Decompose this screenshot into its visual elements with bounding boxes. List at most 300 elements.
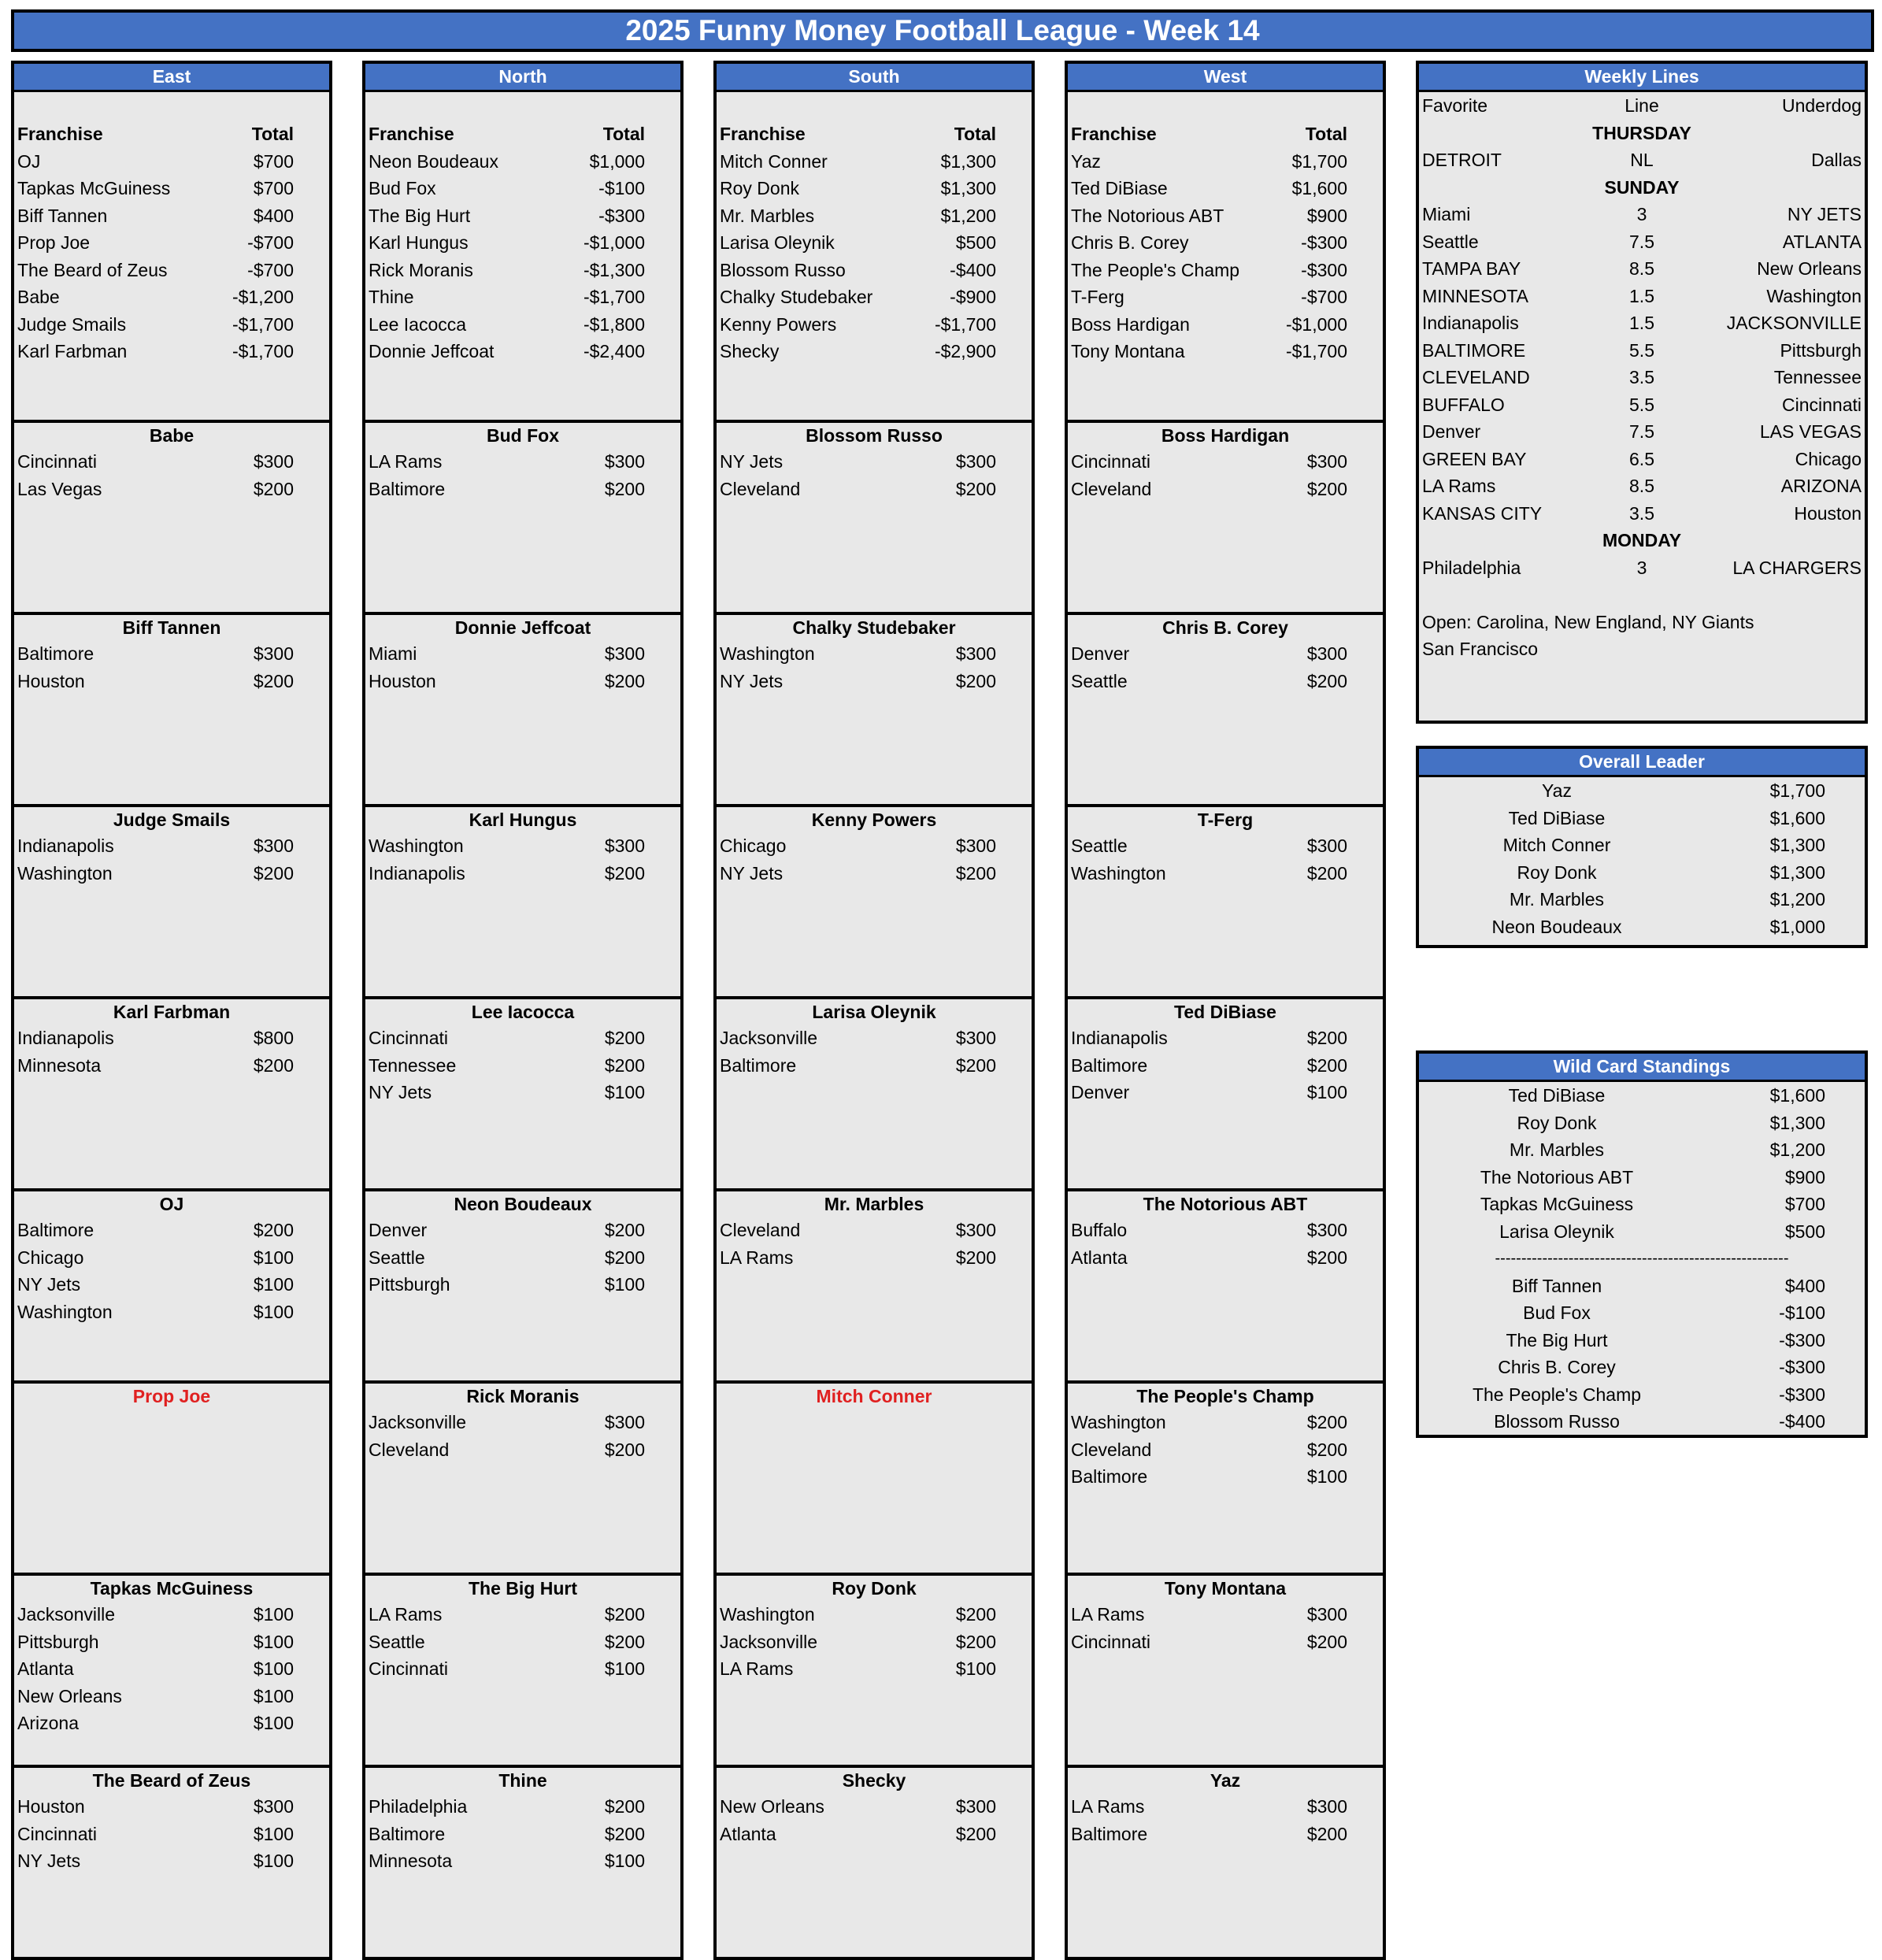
bet-team: LA Rams bbox=[720, 1658, 794, 1679]
wild-card-name: Chris B. Corey bbox=[1498, 1357, 1616, 1377]
bet-team: Atlanta bbox=[17, 1658, 74, 1679]
franchise-total: -$300 bbox=[598, 205, 645, 226]
bet-amount: $200 bbox=[604, 1220, 645, 1240]
underdog-team: Houston bbox=[1794, 502, 1862, 524]
bet-row bbox=[365, 1821, 680, 1848]
bet-amount: $200 bbox=[955, 1054, 996, 1076]
overall-leader-panel bbox=[1416, 746, 1868, 948]
franchise-bets-card bbox=[11, 615, 332, 807]
division-north bbox=[362, 61, 684, 1928]
franchise-bets-card bbox=[362, 1576, 684, 1768]
bet-amount: $200 bbox=[1306, 1054, 1347, 1076]
bet-team: Baltimore bbox=[1071, 1823, 1148, 1844]
franchise-card-title: Chalky Studebaker bbox=[792, 617, 956, 638]
bet-team: Seattle bbox=[1071, 670, 1128, 691]
standings-row bbox=[717, 175, 1032, 202]
wild-card-amount: $1,600 bbox=[1769, 1085, 1825, 1106]
franchise-total: -$1,700 bbox=[583, 287, 645, 307]
standings-row bbox=[1068, 257, 1383, 284]
wild-card-row bbox=[1419, 1164, 1865, 1191]
bet-row bbox=[14, 1024, 329, 1052]
leader-amount: $1,000 bbox=[1769, 916, 1825, 937]
franchise-bets-card bbox=[1065, 423, 1386, 615]
bet-team: NY Jets bbox=[17, 1851, 81, 1871]
franchise-bets-card bbox=[11, 1191, 332, 1384]
bet-amount: $100 bbox=[253, 1713, 294, 1733]
franchise-column-label: Franchise bbox=[369, 124, 454, 144]
wild-card-body bbox=[1416, 1082, 1868, 1438]
wild-card-panel bbox=[1416, 1050, 1868, 1438]
franchise-card-title: T-Ferg bbox=[1197, 810, 1254, 830]
bet-team: Miami bbox=[369, 643, 417, 664]
franchise-total: -$1,200 bbox=[232, 287, 294, 307]
leader-name: Yaz bbox=[1542, 780, 1572, 801]
franchise-card-title: Kenny Powers bbox=[811, 810, 937, 830]
bet-amount: $300 bbox=[1306, 1604, 1347, 1625]
bet-team: Cleveland bbox=[720, 478, 801, 499]
division-standings bbox=[11, 92, 332, 423]
franchise-bets-card bbox=[11, 1384, 332, 1576]
bet-row bbox=[717, 1052, 1032, 1080]
bet-team: Baltimore bbox=[1071, 1054, 1148, 1076]
bet-team: LA Rams bbox=[1071, 1604, 1145, 1625]
standings-row bbox=[365, 338, 680, 365]
underdog-team: Cincinnati bbox=[1782, 394, 1862, 415]
bet-row bbox=[717, 1655, 1032, 1683]
bet-amount: $300 bbox=[955, 451, 996, 472]
franchise-bets-card bbox=[713, 615, 1035, 807]
point-spread: 3 bbox=[1636, 557, 1647, 578]
bet-row bbox=[14, 1710, 329, 1737]
underdog-team: JACKSONVILLE bbox=[1726, 313, 1862, 333]
division-header: South bbox=[713, 61, 1035, 92]
franchise-card-title: Chris B. Corey bbox=[1162, 617, 1288, 638]
franchise-total: -$900 bbox=[950, 287, 996, 307]
franchise-card-title: Neon Boudeaux bbox=[454, 1194, 592, 1214]
wild-card-name: The People's Champ bbox=[1472, 1384, 1642, 1405]
wild-card-row bbox=[1419, 1354, 1865, 1381]
bet-amount: $200 bbox=[604, 478, 645, 499]
franchise-bets-card bbox=[713, 423, 1035, 615]
franchise-bets-card bbox=[713, 1576, 1035, 1768]
franchise-card-title: The Notorious ABT bbox=[1143, 1194, 1308, 1214]
bet-amount: $100 bbox=[604, 1082, 645, 1102]
leader-row bbox=[1419, 913, 1865, 941]
franchise-total: $1,600 bbox=[1291, 178, 1347, 198]
franchise-card-title: Shecky bbox=[842, 1770, 906, 1791]
bet-team: Baltimore bbox=[1071, 1466, 1148, 1487]
bet-amount: $300 bbox=[1306, 1220, 1347, 1240]
wild-card-row bbox=[1419, 1082, 1865, 1110]
bet-amount: $200 bbox=[604, 1823, 645, 1844]
bet-amount: $200 bbox=[604, 670, 645, 691]
wild-card-header: Wild Card Standings bbox=[1416, 1050, 1868, 1082]
franchise-card-title: Karl Farbman bbox=[113, 1002, 231, 1022]
leader-row bbox=[1419, 805, 1865, 832]
division-header: North bbox=[362, 61, 684, 92]
franchise-bets-card bbox=[362, 1191, 684, 1384]
franchise-bets-card bbox=[362, 999, 684, 1191]
bet-row bbox=[1068, 1079, 1383, 1106]
standings-header-row bbox=[717, 120, 1032, 148]
bet-amount: $300 bbox=[1306, 836, 1347, 856]
point-spread: 7.5 bbox=[1629, 231, 1654, 252]
franchise-total: $700 bbox=[253, 178, 294, 198]
bet-row bbox=[365, 668, 680, 695]
game-line-row bbox=[1419, 283, 1865, 310]
bet-amount: $300 bbox=[253, 836, 294, 856]
franchise-card-title: Prop Joe bbox=[132, 1386, 211, 1406]
franchise-total: -$700 bbox=[1301, 287, 1347, 307]
franchise-name: Bud Fox bbox=[369, 178, 436, 198]
franchise-card-title: Thine bbox=[498, 1770, 547, 1791]
bet-amount: $100 bbox=[253, 1274, 294, 1295]
franchise-name: OJ bbox=[17, 150, 41, 172]
underdog-team: Dallas bbox=[1811, 150, 1862, 170]
franchise-total: -$1,700 bbox=[934, 313, 996, 335]
bet-row bbox=[1068, 1024, 1383, 1052]
favorite-team: DETROIT bbox=[1422, 150, 1502, 170]
franchise-card-title: Mr. Marbles bbox=[824, 1194, 924, 1214]
bet-row bbox=[1068, 1244, 1383, 1272]
favorite-team: BALTIMORE bbox=[1422, 339, 1526, 361]
bet-amount: $200 bbox=[1306, 1247, 1347, 1268]
bet-row bbox=[14, 1299, 329, 1326]
bet-amount: $300 bbox=[955, 1220, 996, 1240]
franchise-bets-card bbox=[11, 1576, 332, 1768]
bet-row bbox=[717, 448, 1032, 476]
bet-row bbox=[717, 1628, 1032, 1656]
franchise-total: -$400 bbox=[950, 259, 996, 280]
wild-card-row bbox=[1419, 1136, 1865, 1164]
point-spread: NL bbox=[1630, 150, 1654, 170]
underdog-column-label: Underdog bbox=[1781, 95, 1862, 116]
bet-team: LA Rams bbox=[369, 451, 443, 472]
bet-team: Washington bbox=[1071, 1412, 1166, 1432]
franchise-bets-card bbox=[1065, 807, 1386, 999]
underdog-team: Chicago bbox=[1795, 448, 1862, 469]
bet-row bbox=[717, 1024, 1032, 1052]
wild-card-name: Larisa Oleynik bbox=[1499, 1221, 1614, 1242]
leader-name: Neon Boudeaux bbox=[1491, 916, 1622, 937]
wild-card-name: Mr. Marbles bbox=[1509, 1139, 1605, 1160]
bet-team: Washington bbox=[17, 1301, 113, 1322]
bet-row bbox=[365, 1655, 680, 1683]
franchise-total: -$1,000 bbox=[1285, 313, 1347, 335]
bet-row bbox=[14, 1793, 329, 1821]
franchise-total: $500 bbox=[955, 232, 996, 253]
bet-row bbox=[365, 1793, 680, 1821]
bet-team: Indianapolis bbox=[17, 1028, 114, 1048]
franchise-bets-card bbox=[1065, 1768, 1386, 1960]
bet-team: Cincinnati bbox=[1071, 451, 1150, 472]
bet-team: LA Rams bbox=[1071, 1796, 1145, 1817]
bet-row bbox=[365, 1436, 680, 1464]
franchise-bets-card bbox=[11, 1768, 332, 1960]
bet-team: Washington bbox=[369, 836, 464, 856]
bet-amount: $300 bbox=[955, 1796, 996, 1817]
bet-team: Jacksonville bbox=[720, 1631, 817, 1652]
bet-team: NY Jets bbox=[720, 862, 784, 884]
line-column-label: Line bbox=[1625, 95, 1659, 116]
bet-amount: $200 bbox=[955, 1604, 996, 1625]
standings-row bbox=[365, 311, 680, 339]
bet-team: Houston bbox=[17, 1796, 85, 1817]
game-line-row bbox=[1419, 337, 1865, 365]
franchise-total: -$300 bbox=[1301, 259, 1347, 280]
game-line-row bbox=[1419, 364, 1865, 391]
franchise-card-title: Babe bbox=[149, 425, 194, 446]
franchise-total: -$300 bbox=[1301, 232, 1347, 253]
underdog-team: NY JETS bbox=[1787, 204, 1862, 224]
franchise-total: -$1,700 bbox=[232, 313, 294, 335]
standings-header-row bbox=[1068, 120, 1383, 148]
bet-row bbox=[1068, 1217, 1383, 1244]
bet-row bbox=[365, 1271, 680, 1299]
bet-row bbox=[1068, 448, 1383, 476]
franchise-bets-card bbox=[362, 1768, 684, 1960]
bet-amount: $100 bbox=[253, 1301, 294, 1322]
bet-team: Houston bbox=[17, 670, 85, 691]
bet-team: Jacksonville bbox=[720, 1028, 817, 1048]
bet-amount: $100 bbox=[253, 1851, 294, 1871]
franchise-total: -$1,000 bbox=[583, 232, 645, 253]
bet-team: Cincinnati bbox=[17, 1823, 97, 1844]
bet-amount: $100 bbox=[253, 1631, 294, 1652]
bet-row bbox=[1068, 476, 1383, 503]
wild-card-row bbox=[1419, 1327, 1865, 1354]
bet-team: Minnesota bbox=[369, 1851, 453, 1871]
bet-amount: $200 bbox=[604, 1796, 645, 1817]
bet-amount: $300 bbox=[1306, 1796, 1347, 1817]
bet-amount: $100 bbox=[955, 1658, 996, 1679]
bet-team: Indianapolis bbox=[1071, 1028, 1168, 1048]
point-spread: 8.5 bbox=[1629, 476, 1654, 496]
bet-row bbox=[14, 476, 329, 503]
bet-row bbox=[717, 1601, 1032, 1628]
underdog-team: LAS VEGAS bbox=[1759, 421, 1862, 442]
underdog-team: Tennessee bbox=[1773, 367, 1862, 387]
bet-row bbox=[1068, 640, 1383, 668]
standings-row bbox=[1068, 202, 1383, 230]
bet-amount: $200 bbox=[253, 670, 294, 691]
leader-name: Roy Donk bbox=[1517, 861, 1597, 883]
bet-amount: $100 bbox=[253, 1604, 294, 1625]
game-line-row bbox=[1419, 446, 1865, 473]
bet-amount: $300 bbox=[604, 836, 645, 856]
wild-card-name: The Big Hurt bbox=[1506, 1329, 1608, 1351]
standings-row bbox=[1068, 311, 1383, 339]
bet-amount: $300 bbox=[1306, 451, 1347, 472]
bet-team: New Orleans bbox=[17, 1685, 122, 1706]
bet-team: New Orleans bbox=[720, 1796, 824, 1817]
bet-amount: $200 bbox=[253, 478, 294, 499]
bet-team: NY Jets bbox=[369, 1082, 432, 1102]
standings-row bbox=[14, 229, 329, 257]
favorite-team: BUFFALO bbox=[1422, 394, 1505, 415]
leader-amount: $1,200 bbox=[1769, 889, 1825, 910]
wild-card-row bbox=[1419, 1299, 1865, 1327]
wild-card-amount: -$300 bbox=[1779, 1384, 1825, 1405]
wild-card-amount: $900 bbox=[1784, 1166, 1825, 1187]
day-label: THURSDAY bbox=[1592, 122, 1691, 143]
bet-row bbox=[14, 1655, 329, 1683]
overall-leader-header: Overall Leader bbox=[1416, 746, 1868, 777]
bet-team: Denver bbox=[1071, 643, 1130, 664]
underdog-team: Pittsburgh bbox=[1780, 339, 1862, 361]
leader-amount: $1,300 bbox=[1769, 861, 1825, 883]
bet-amount: $200 bbox=[955, 478, 996, 499]
wild-card-name: Roy Donk bbox=[1517, 1112, 1597, 1133]
wild-card-row bbox=[1419, 1273, 1865, 1300]
franchise-card-title: Judge Smails bbox=[113, 810, 231, 830]
point-spread: 3 bbox=[1636, 204, 1647, 224]
franchise-name: Shecky bbox=[720, 341, 780, 361]
wild-card-name: Blossom Russo bbox=[1494, 1411, 1620, 1432]
franchise-card-title: Donnie Jeffcoat bbox=[454, 617, 591, 638]
favorite-team: Seattle bbox=[1422, 231, 1479, 252]
franchise-bets-card bbox=[1065, 1384, 1386, 1576]
wild-card-row bbox=[1419, 1191, 1865, 1218]
bet-amount: $200 bbox=[604, 1054, 645, 1076]
favorite-team: Miami bbox=[1422, 204, 1471, 224]
standings-row bbox=[1068, 175, 1383, 202]
bet-amount: $300 bbox=[253, 643, 294, 664]
leader-name: Mr. Marbles bbox=[1509, 889, 1605, 910]
bet-row bbox=[365, 1628, 680, 1656]
franchise-name: Larisa Oleynik bbox=[720, 232, 835, 253]
bet-amount: $200 bbox=[604, 1439, 645, 1460]
lines-column-header bbox=[1419, 92, 1865, 120]
bet-row bbox=[14, 832, 329, 860]
bet-team: Denver bbox=[1071, 1082, 1130, 1102]
franchise-name: Babe bbox=[17, 287, 60, 307]
franchise-card-title: Mitch Conner bbox=[816, 1386, 932, 1406]
division-west bbox=[1065, 61, 1386, 1928]
franchise-total: $1,700 bbox=[1291, 150, 1347, 172]
standings-header-row bbox=[365, 120, 680, 148]
bet-team: Washington bbox=[720, 643, 815, 664]
wild-card-name: Biff Tannen bbox=[1511, 1275, 1602, 1296]
bet-amount: $200 bbox=[604, 1604, 645, 1625]
franchise-bets-card bbox=[713, 1191, 1035, 1384]
standings-row bbox=[717, 148, 1032, 176]
bet-amount: $300 bbox=[955, 643, 996, 664]
standings-header-row bbox=[14, 120, 329, 148]
bet-row bbox=[365, 860, 680, 887]
bet-row bbox=[365, 1409, 680, 1436]
franchise-card-title: The People's Champ bbox=[1136, 1386, 1314, 1406]
bet-row bbox=[14, 1847, 329, 1875]
bet-amount: $100 bbox=[253, 1823, 294, 1844]
franchise-name: Boss Hardigan bbox=[1071, 313, 1190, 335]
bet-team: Seattle bbox=[1071, 836, 1128, 856]
bet-row bbox=[365, 1847, 680, 1875]
bet-team: Minnesota bbox=[17, 1054, 102, 1076]
franchise-card-title: Lee Iacocca bbox=[471, 1002, 575, 1022]
bet-team: Indianapolis bbox=[17, 836, 114, 856]
franchise-name: Chalky Studebaker bbox=[720, 287, 873, 307]
franchise-name: Lee Iacocca bbox=[369, 313, 467, 335]
weekly-lines-body bbox=[1416, 92, 1868, 724]
franchise-total: -$700 bbox=[247, 259, 294, 280]
weekly-lines-panel bbox=[1416, 61, 1868, 724]
favorite-team: Indianapolis bbox=[1422, 313, 1519, 333]
bet-team: Cincinnati bbox=[1071, 1631, 1150, 1652]
bet-team: Buffalo bbox=[1071, 1220, 1128, 1240]
weekly-lines-header: Weekly Lines bbox=[1416, 61, 1868, 92]
franchise-name: Prop Joe bbox=[17, 232, 91, 253]
franchise-name: Roy Donk bbox=[720, 178, 799, 198]
point-spread: 6.5 bbox=[1629, 448, 1654, 469]
bet-team: Atlanta bbox=[1071, 1247, 1128, 1268]
franchise-total: -$1,800 bbox=[583, 313, 645, 335]
franchise-bets-card bbox=[713, 1384, 1035, 1576]
underdog-team: New Orleans bbox=[1757, 258, 1862, 279]
bet-row bbox=[1068, 1601, 1383, 1628]
bet-team: Cleveland bbox=[369, 1439, 450, 1460]
bet-row bbox=[14, 1217, 329, 1244]
game-line-row bbox=[1419, 500, 1865, 528]
bet-team: Tennessee bbox=[369, 1054, 457, 1076]
bet-row bbox=[1068, 668, 1383, 695]
standings-row bbox=[717, 283, 1032, 311]
franchise-name: Ted DiBiase bbox=[1071, 178, 1168, 198]
favorite-team: TAMPA BAY bbox=[1422, 258, 1521, 279]
franchise-bets-card bbox=[713, 807, 1035, 999]
bet-row bbox=[365, 832, 680, 860]
point-spread: 5.5 bbox=[1629, 394, 1654, 415]
franchise-card-title: Tapkas McGuiness bbox=[90, 1578, 254, 1599]
favorite-team: KANSAS CITY bbox=[1422, 502, 1543, 524]
bet-team: NY Jets bbox=[720, 451, 784, 472]
point-spread: 3.5 bbox=[1629, 502, 1654, 524]
franchise-name: Kenny Powers bbox=[720, 313, 837, 335]
standings-row bbox=[365, 257, 680, 284]
bet-amount: $200 bbox=[604, 1631, 645, 1652]
franchise-total: $900 bbox=[1306, 205, 1347, 226]
favorite-team: Denver bbox=[1422, 421, 1481, 442]
franchise-total: $1,000 bbox=[589, 150, 645, 172]
point-spread: 8.5 bbox=[1629, 258, 1654, 279]
underdog-team: ARIZONA bbox=[1780, 476, 1862, 496]
bet-team: Arizona bbox=[17, 1713, 79, 1733]
franchise-card-title: Larisa Oleynik bbox=[812, 1002, 936, 1022]
bet-row bbox=[365, 1244, 680, 1272]
franchise-card-title: Bud Fox bbox=[487, 425, 559, 446]
franchise-column-label: Franchise bbox=[1071, 124, 1157, 144]
bet-team: Houston bbox=[369, 670, 436, 691]
bet-row bbox=[717, 832, 1032, 860]
bet-amount: $200 bbox=[955, 670, 996, 691]
bet-team: Baltimore bbox=[369, 1823, 446, 1844]
standings-row bbox=[365, 175, 680, 202]
bet-row bbox=[14, 448, 329, 476]
division-east bbox=[11, 61, 332, 1928]
bet-team: Cleveland bbox=[1071, 478, 1152, 499]
bet-row bbox=[365, 1052, 680, 1080]
bet-row bbox=[1068, 860, 1383, 887]
leader-amount: $1,600 bbox=[1769, 807, 1825, 828]
bet-amount: $100 bbox=[604, 1658, 645, 1679]
division-header: West bbox=[1065, 61, 1386, 92]
total-column-label: Total bbox=[1305, 124, 1347, 144]
standings-row bbox=[365, 202, 680, 230]
division-header: East bbox=[11, 61, 332, 92]
bet-amount: $300 bbox=[604, 643, 645, 664]
standings-row bbox=[1068, 338, 1383, 365]
bet-amount: $200 bbox=[604, 1028, 645, 1048]
